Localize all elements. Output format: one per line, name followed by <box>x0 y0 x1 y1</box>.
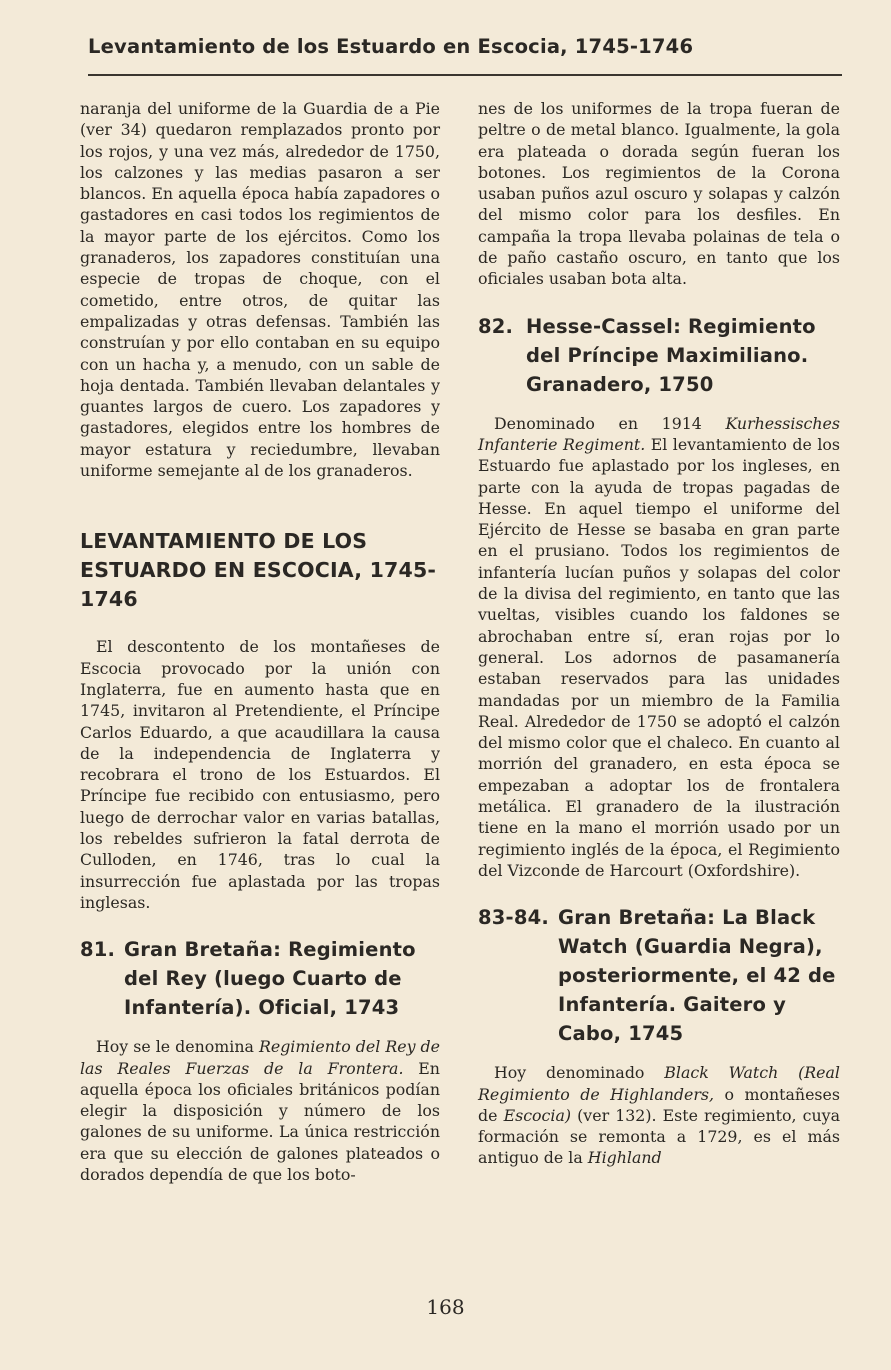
running-head: Levantamiento de los Estuardo en Escocia, 1745-1746 <box>88 35 694 58</box>
plate-81-title: Gran Bretaña: Regimiento del Rey (luego Cuarto de Infantería). Oficial, 1743 <box>124 938 416 1020</box>
plate-83-84-title: Gran Bretaña: La Black Watch (Guardia Negra), posteriormente, el 42 de Infantería. Gaitero y Cabo, 1745 <box>558 906 836 1046</box>
continued-paragraph-left: naranja del uniforme de la Guardia de a Pie (ver 34) quedaron remplazados pronto por los rojos, y una vez más, alrededor de 1750, los calzones y las medias pasaron a ser blancos. En aquella época había zapadores o gastadores en casi todos los regimientos de la mayor parte de los ejércitos. Como los granaderos, los zapadores constituían una especie de tropas de choque, con el cometido, entre otros, de quitar las empalizadas y otras defensas. También las construían y por ello contaban en su equipo con un hacha y, a menudo, con un sable de hoja dentada. También llevaban delantales y guantes largos de cuero. Los zapadores y gastadores, elegidos entre los hombres de mayor estatura y reciedumbre, llevaban uniforme semejante al de los granaderos. <box>80 99 440 481</box>
plate-83-84-italic-3: Highland <box>587 1148 662 1168</box>
header-rule <box>88 74 842 76</box>
plate-83-84-italic-1: Black Watch (Real Regimiento de Highlanders, <box>478 1063 840 1104</box>
plate-81-number: 81. <box>80 938 116 962</box>
plate-81-text-italic: Regimiento del Rey de las Reales Fuerzas de la Frontera. <box>80 1037 440 1078</box>
left-column <box>80 98 440 1185</box>
plate-83-84-text-mid-2: (ver 132). Este regimiento, cuya formación se remonta a 1729, es el más antiguo de la <box>478 1105 840 1168</box>
plate-81-text-pre: Hoy se le denomina <box>96 1037 259 1057</box>
plate-83-84-heading <box>478 903 840 1048</box>
plate-83-84-italic-2: Escocia) <box>503 1105 572 1125</box>
plate-83-84-text-pre: Hoy denominado <box>494 1063 665 1083</box>
plate-81-heading <box>80 935 440 1022</box>
section-paragraph: El descontento de los montañeses de Escocia provocado por la unión con Inglaterra, fue en aumento hasta que en 1745, invitaron al Pretendiente, el Príncipe Carlos Eduardo, a que acaudillara la causa de la independencia de Inglaterra y recobrara el trono de los Estuardos. El Príncipe fue recibido con entusiasmo, pero luego de derrochar valor en varias batallas, los rebeldes sufrieron la fatal derrota de Culloden, en 1746, tras lo cual la insurrección fue aplastada por las tropas inglesas. <box>80 637 440 912</box>
plate-82-text-post: El levantamiento de los Estuardo fue aplastado por los ingleses, en parte con la ayuda de tropas pagadas de Hesse. En aquel tiempo el uniforme del Ejército de Hesse se basaba en gran parte en el prusiano. Todos los regimientos de infantería lucían puños y solapas del color de la divisa del regimiento, en tanto que las vueltas, visibles cuando los faldones se abrochaban entre sí, eran rojas por lo general. Los adornos de pasamanería estaban reservados para las unidades mandadas por un miembro de la Familia Real. Alrededor de 1750 se adoptó el calzón del mismo color que el chaleco. En cuanto al morrión del granadero, en esta época se empezaban a adoptar los de frontalera metálica. El granadero de la ilustración tiene en la mano el morrión usado por un regimiento inglés de la época, el Regimiento del Vizconde de Harcourt (Oxfordshire). <box>478 434 840 880</box>
plate-83-84-number: 83-84. <box>478 906 549 930</box>
plate-82-text-pre: Denominado en 1914 <box>494 413 726 433</box>
plate-82-paragraph <box>478 413 840 882</box>
right-column <box>478 98 840 1169</box>
plate-82-heading <box>478 312 840 399</box>
plate-81-paragraph <box>80 1036 440 1185</box>
plate-82-title: Hesse-Cassel: Regimiento del Príncipe Maximiliano. Granadero, 1750 <box>526 314 816 396</box>
plate-83-84-text-mid-1: o montañeses de <box>478 1084 840 1125</box>
plate-83-84-paragraph <box>478 1062 840 1168</box>
plate-82-text-italic: Kurhessisches Infanterie Regiment. <box>478 413 840 454</box>
plate-82-number: 82. <box>478 314 514 338</box>
plate-81-text-post: En aquella época los oficiales británicos podían elegir la disposición y número de los galones de su uniforme. La única restricción era que su elección de galones plateados o dorados dependía de que los boto- <box>80 1058 440 1184</box>
section-heading: LEVANTAMIENTO DE LOS ESTUARDO EN ESCOCIA, 1745-1746 <box>80 529 437 612</box>
continued-paragraph-right: nes de los uniformes de la tropa fueran de peltre o de metal blanco. Igualmente, la gola era plateada o dorada según fueran los botones. Los regimientos de la Corona usaban puños azul oscuro y solapas y calzón del mismo color para los desfiles. En campaña la tropa llevaba polainas de tela o de paño castaño oscuro, en tanto que los oficiales usaban bota alta. <box>478 99 840 289</box>
page-number: 168 <box>426 1295 465 1319</box>
